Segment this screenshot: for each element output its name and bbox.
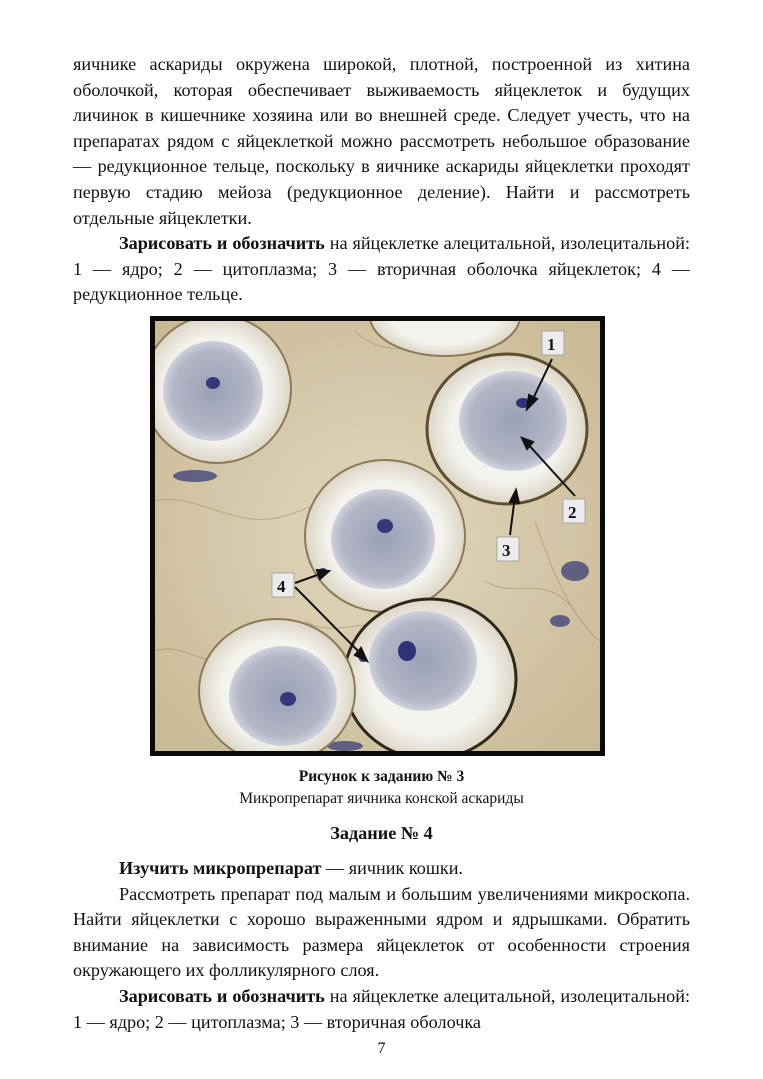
micrograph-image — [155, 321, 600, 751]
svg-text:4: 4 — [277, 576, 286, 596]
paragraph-1: яичнике аскариды окружена широкой, плотной, построенной из хитина оболочкой, которая обеспечивает выживаемость яйцеклеток и будущих личинок в кишечнике хозяина или во внешней среде. Следует учесть, что на препаратах рядом с яйцеклеткой можно рассмотреть небольшое образование — редукционное тельце, поскольку в яичнике аскариды яйцеклетки проходят первую стадию мейоза (редукционное деление). Найти и рассмотреть отдельные яйцеклетки. — [73, 54, 690, 228]
label-4 — [272, 573, 294, 597]
task-4-p1-text: — яичник кошки. — [321, 857, 463, 878]
paragraph-2 — [73, 231, 690, 308]
figure-caption: Микропрепарат яичника конской аскариды — [239, 789, 524, 807]
label-1 — [542, 331, 564, 355]
paragraph-2-bold: Зарисовать и обозначить — [119, 233, 325, 254]
micrograph-figure — [150, 316, 605, 756]
svg-text:3: 3 — [502, 540, 511, 560]
figure-title: Рисунок к заданию № 3 — [298, 767, 465, 785]
svg-text:2: 2 — [568, 502, 577, 522]
label-2 — [563, 499, 585, 523]
paragraph-2-text: на яйцеклетке алецитальной, изолецитальной: 1 — ядро; 2 — цитоплазма; 3 — вторичная оболочка яйцеклеток; 4 — редукционное тельце. — [73, 233, 690, 305]
page-number: 7 — [377, 1040, 386, 1057]
svg-text:1: 1 — [547, 334, 556, 354]
figure-container — [73, 316, 690, 766]
task-4-p3-bold: Зарисовать и обозначить — [119, 985, 325, 1006]
task-4-title: Задание № 4 — [330, 822, 433, 843]
task-4-paragraph-3 — [73, 984, 690, 1035]
page-content — [73, 52, 690, 1035]
task-4-p3-text: на яйцеклетке алецитальной, изолецитальной: 1 — ядро; 2 — цитоплазма; 3 — вторичная оболочка — [73, 985, 690, 1032]
label-3 — [497, 537, 519, 561]
task-4-paragraph-1 — [73, 856, 690, 882]
task-4-paragraph-2: Рассмотреть препарат под малым и большим увеличениями микроскопа. Найти яйцеклетки с хорошо выраженными ядром и ядрышками. Обратить внимание на зависимость размера яйцеклеток от особенности строения окружающего их фолликулярного слоя. — [73, 883, 690, 981]
task-4-p1-bold: Изучить микропрепарат — [119, 857, 322, 878]
